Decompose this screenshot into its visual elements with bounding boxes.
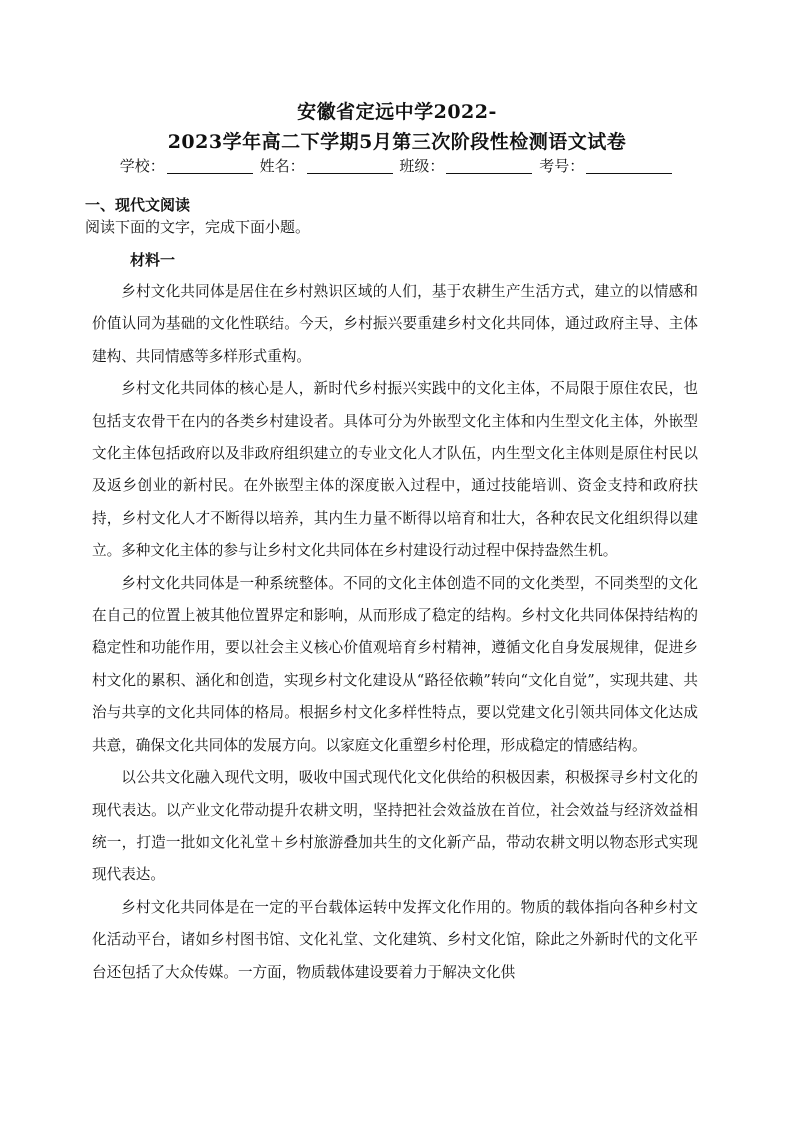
exam-title-line1: 安徽省定远中学2022- <box>297 101 497 123</box>
passage-paragraph: 以公共文化融入现代文明，吸收中国式现代化文化供给的积极因素，积极探寻乡村文化的现代表达。以产业文化带动提升农耕文明，坚持把社会效益放在首位，社会效益与经济效益相统一，打造一批如文化礼堂＋乡村旅游叠加共生的文化新产品，带动农耕文明以物态形式实现现代表达。 <box>92 769 698 884</box>
class-blank[interactable] <box>446 158 532 174</box>
student-info-line <box>0 155 794 176</box>
passage-paragraph: 乡村文化共同体是居住在乡村熟识区域的人们，基于农耕生产生活方式，建立的以情感和价值认同为基础的文化性联结。今天，乡村振兴要重建乡村文化共同体，通过政府主导、主体建构、共同情感等多样形式重构。 <box>92 283 698 365</box>
class-label: 班级： <box>399 157 445 175</box>
passage-paragraph: 乡村文化共同体是一种系统整体。不同的文化主体创造不同的文化类型，不同类型的文化在自己的位置上被其他位置界定和影响，从而形成了稳定的结构。乡村文化共同体保持结构的稳定性和功能作用，要以社会主义核心价值观培育乡村精神，遵循文化自身发展规律，促进乡村文化的累积、涵化和创造，实现乡村文化建设从“路径依赖”转向“文化自觉”，实现共建、共治与共享的文化共同体的格局。根据乡村文化多样性特点，要以党建文化引领共同体文化达成共意，确保文化共同体的发展方向。以家庭文化重塑乡村伦理，形成稳定的情感结构。 <box>92 574 698 754</box>
name-label: 姓名： <box>259 157 305 175</box>
passage-paragraph: 乡村文化共同体是在一定的平台载体运转中发挥文化作用的。物质的载体指向各种乡村文化活动平台，诸如乡村图书馆、文化礼堂、文化建筑、乡村文化馆，除此之外新时代的文化平台还包括了大众传媒。一方面，物质载体建设要着力于解决文化供 <box>92 898 698 981</box>
exam-no-label: 考号： <box>539 157 585 175</box>
material-label: 材料一 <box>130 251 176 269</box>
exam-title-line2: 2023学年高二下学期5月第三次阶段性检测语文试卷 <box>167 131 627 153</box>
name-blank[interactable] <box>307 158 393 174</box>
section-heading: 一、现代文阅读 <box>85 196 191 214</box>
passage-body <box>92 276 698 989</box>
exam-no-blank[interactable] <box>586 158 672 174</box>
section-instruction: 阅读下面的文字，完成下面小题。 <box>85 218 311 236</box>
school-blank[interactable] <box>167 158 253 174</box>
school-label: 学校： <box>119 157 165 175</box>
passage-paragraph: 乡村文化共同体的核心是人，新时代乡村振兴实践中的文化主体，不局限于原住农民，也包括支农骨干在内的各类乡村建设者。具体可分为外嵌型文化主体和内生型文化主体，外嵌型文化主体包括政府以及非政府组织建立的专业文化人才队伍，内生型文化主体则是原住村民以及返乡创业的新村民。在外嵌型主体的深度嵌入过程中，通过技能培训、资金支持和政府扶持，乡村文化人才不断得以培养，其内生力量不断得以培育和壮大，各种农民文化组织得以建立。多种文化主体的参与让乡村文化共同体在乡村建设行动过程中保持盎然生机。 <box>92 380 698 560</box>
